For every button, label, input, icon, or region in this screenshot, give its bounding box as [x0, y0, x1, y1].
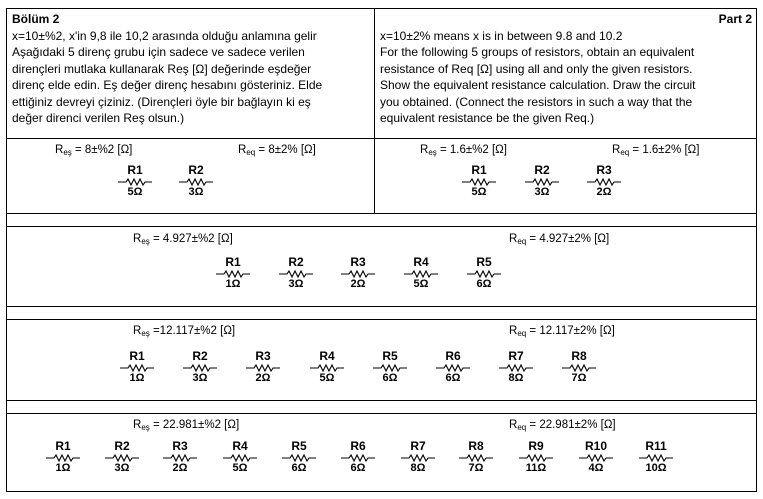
tr-line-5: ettiğiniz devreyi çiziniz. (Dirençleri öyle bir bağlayın ki eş	[12, 94, 311, 109]
resistor-name: R2	[188, 163, 204, 177]
rule-g4-top	[6, 413, 757, 414]
resistor-zigzag-icon	[310, 364, 344, 372]
resistor-name: R2	[192, 349, 208, 363]
group-4-resistor-2	[177, 349, 223, 384]
resistor-name: R5	[291, 439, 307, 453]
resistor-zigzag-icon	[401, 454, 435, 462]
resistor-zigzag-icon	[120, 364, 154, 372]
group-5-req-en: $R_{eq} = 22.981\pm 2\%$ [Ω]	[509, 419, 616, 432]
resistor-value: 2Ω	[172, 462, 188, 474]
resistor-value: 7Ω	[468, 462, 484, 474]
resistor-value: 2Ω	[350, 278, 366, 290]
group-1-resistor-2	[173, 163, 219, 198]
rule-g2-top	[6, 226, 757, 227]
english-title: Part 2	[718, 12, 752, 26]
group-3-req-en: $R_{eq} = 4.927\pm 2\%$ [Ω]	[509, 233, 610, 246]
group-5-resistor-1	[40, 439, 86, 474]
resistor-value: 1Ω	[55, 462, 71, 474]
rule-g1-bottom	[6, 213, 757, 214]
resistor-zigzag-icon	[436, 364, 470, 372]
resistor-name: R1	[225, 255, 241, 269]
resistor-zigzag-icon	[639, 454, 673, 462]
resistor-zigzag-icon	[499, 364, 533, 372]
group-4-resistor-4	[304, 349, 350, 384]
group-1-req-en: $R_{eq} = 8\pm 2\%$ [Ω]	[238, 144, 316, 157]
group-4-resistor-7	[493, 349, 539, 384]
resistor-value: 6Ω	[382, 372, 398, 384]
resistor-name: R2	[114, 439, 130, 453]
resistor-value: 5Ω	[319, 372, 335, 384]
resistor-value: 5Ω	[232, 462, 248, 474]
en-line-2: For the following 5 groups of resistors, obtain an equivalent	[380, 45, 695, 59]
resistor-zigzag-icon	[163, 454, 197, 462]
turkish-instructions	[12, 11, 372, 127]
resistor-value: 6Ω	[445, 372, 461, 384]
resistor-name: R2	[288, 255, 304, 269]
resistor-value: 6Ω	[476, 278, 492, 290]
group-2-resistor-3	[581, 163, 627, 198]
rule-g2-bottom	[6, 306, 757, 307]
resistor-value: 5Ω	[413, 278, 429, 290]
rule-header-bottom	[6, 138, 757, 139]
resistor-name: R4	[232, 439, 248, 453]
resistor-zigzag-icon	[562, 364, 596, 372]
group-3-resistor-4	[398, 255, 444, 290]
group-3-resistor-2	[273, 255, 319, 290]
column-divider	[374, 8, 375, 214]
group-4-req-en: $R_{eq} = 12.117\pm 2\%$ [Ω]	[509, 325, 615, 338]
resistor-name: R8	[468, 439, 484, 453]
resistor-name: R5	[382, 349, 398, 363]
en-line-1: x=10±2% means x is in between 9.8 and 10.2	[380, 28, 623, 43]
resistor-zigzag-icon	[105, 454, 139, 462]
tr-line-3: dirençleri mutlaka kullanarak Reş [Ω] değerinde eşdeğer	[12, 61, 312, 76]
resistor-value: 2Ω	[255, 372, 271, 384]
resistor-value: 4Ω	[588, 462, 604, 474]
group-5-resistor-3	[157, 439, 203, 474]
group-5-resistor-6	[335, 439, 381, 474]
resistor-zigzag-icon	[246, 364, 280, 372]
resistor-value: 1Ω	[129, 372, 145, 384]
resistor-name: R3	[172, 439, 188, 453]
resistor-value: 7Ω	[571, 372, 587, 384]
resistor-name: R7	[410, 439, 426, 453]
resistor-value: 3Ω	[534, 186, 550, 198]
tr-line-2: Aşağıdaki 5 direnç grubu için sadece ve sadece verilen	[12, 45, 305, 59]
en-line-3: resistance of Req [Ω] using all and only the given resistors.	[380, 61, 693, 76]
group-5-resistor-7	[395, 439, 441, 474]
group-5-resistor-11	[633, 439, 679, 474]
resistor-value: 1Ω	[225, 278, 241, 290]
resistor-name: R4	[319, 349, 335, 363]
frame-bottom	[6, 491, 757, 492]
group-5-resistor-4	[217, 439, 263, 474]
en-line-4: Show the equivalent resistance calculation. Draw the circuit	[380, 78, 696, 92]
resistor-zigzag-icon	[282, 454, 316, 462]
resistor-zigzag-icon	[179, 178, 213, 186]
tr-line-4: direnç elde edin. Eş değer direnç hesabını gösteriniz. Elde	[12, 78, 323, 92]
resistor-value: 10Ω	[645, 462, 667, 474]
resistor-zigzag-icon	[46, 454, 80, 462]
group-2-resistor-1	[456, 163, 502, 198]
resistor-name: R5	[476, 255, 492, 269]
resistor-zigzag-icon	[216, 270, 250, 278]
group-4-resistor-8	[556, 349, 602, 384]
rule-g3-bottom	[6, 400, 757, 401]
en-line-6: equivalent resistance be the given Req.)	[380, 111, 595, 125]
resistor-zigzag-icon	[373, 364, 407, 372]
resistor-zigzag-icon	[341, 454, 375, 462]
resistor-zigzag-icon	[404, 270, 438, 278]
group-3-req-tr: $R_{eş} = 4.927\pm\%2$ [Ω]	[133, 233, 233, 246]
resistor-zigzag-icon	[279, 270, 313, 278]
resistor-value: 6Ω	[291, 462, 307, 474]
resistor-name: R10	[584, 439, 607, 453]
en-line-5: you obtained. (Connect the resistors in such a way that the	[380, 94, 693, 109]
resistor-zigzag-icon	[579, 454, 613, 462]
group-1-resistor-1	[112, 163, 158, 198]
group-4-resistor-1	[114, 349, 160, 384]
resistor-zigzag-icon	[118, 178, 152, 186]
group-2-req-tr: $R_{eş} = 1.6\pm\%2$ [Ω]	[420, 144, 507, 157]
resistor-name: R4	[413, 255, 429, 269]
group-5-resistor-5	[276, 439, 322, 474]
resistor-name: R6	[445, 349, 461, 363]
frame-top	[6, 8, 757, 9]
resistor-value: 3Ω	[188, 186, 204, 198]
resistor-name: R1	[471, 163, 487, 177]
resistor-value: 3Ω	[114, 462, 130, 474]
group-5-resistor-8	[453, 439, 499, 474]
group-4-req-tr: $R_{eş} =12.117\pm\%2$ [Ω]	[133, 325, 236, 338]
group-2-req-en: $R_{eq} = 1.6\pm 2\%$ [Ω]	[612, 144, 700, 157]
resistor-value: 3Ω	[192, 372, 208, 384]
resistor-value: 6Ω	[350, 462, 366, 474]
group-3-resistor-1	[210, 255, 256, 290]
frame-left	[6, 8, 7, 492]
rule-g3-top	[6, 319, 757, 320]
resistor-name: R3	[350, 255, 366, 269]
resistor-name: R6	[350, 439, 366, 453]
resistor-name: R3	[596, 163, 612, 177]
resistor-zigzag-icon	[587, 178, 621, 186]
group-5-resistor-9	[513, 439, 559, 474]
resistor-value: 3Ω	[288, 278, 304, 290]
resistor-name: R1	[129, 349, 145, 363]
resistor-zigzag-icon	[223, 454, 257, 462]
resistor-name: R11	[645, 439, 667, 453]
group-2-resistor-2	[519, 163, 565, 198]
resistor-value: 8Ω	[508, 372, 524, 384]
group-5-resistor-10	[573, 439, 619, 474]
group-3-resistor-5	[461, 255, 507, 290]
tr-line-1: x=10±%2, x'in 9,8 ile 10,2 arasında olduğu anlamına gelir	[12, 28, 317, 43]
resistor-zigzag-icon	[183, 364, 217, 372]
resistor-name: R7	[508, 349, 524, 363]
group-4-resistor-5	[367, 349, 413, 384]
resistor-zigzag-icon	[462, 178, 496, 186]
resistor-zigzag-icon	[525, 178, 559, 186]
turkish-title: Bölüm 2	[12, 12, 60, 26]
resistor-name: R1	[127, 163, 143, 177]
resistor-name: R3	[255, 349, 271, 363]
resistor-name: R1	[55, 439, 71, 453]
english-instructions	[380, 11, 752, 127]
group-1-req-tr: $R_{eş} = 8\pm\%2$ [Ω]	[55, 144, 133, 157]
resistor-value: 11Ω	[525, 462, 547, 474]
group-3-resistor-3	[335, 255, 381, 290]
resistor-name: R8	[571, 349, 587, 363]
resistor-name: R2	[534, 163, 550, 177]
resistor-value: 2Ω	[596, 186, 612, 198]
resistor-zigzag-icon	[467, 270, 501, 278]
group-5-resistor-2	[99, 439, 145, 474]
group-5-req-tr: $R_{eş} = 22.981\pm\%2$ [Ω]	[133, 419, 240, 432]
resistor-name: R9	[528, 439, 544, 453]
group-4-resistor-3	[240, 349, 286, 384]
resistor-value: 5Ω	[471, 186, 487, 198]
resistor-zigzag-icon	[459, 454, 493, 462]
resistor-zigzag-icon	[519, 454, 553, 462]
resistor-value: 8Ω	[410, 462, 426, 474]
frame-right	[756, 8, 757, 492]
group-4-resistor-6	[430, 349, 476, 384]
resistor-zigzag-icon	[341, 270, 375, 278]
resistor-value: 5Ω	[127, 186, 143, 198]
tr-line-6: değer direnci verilen Reş olsun.)	[12, 111, 185, 125]
